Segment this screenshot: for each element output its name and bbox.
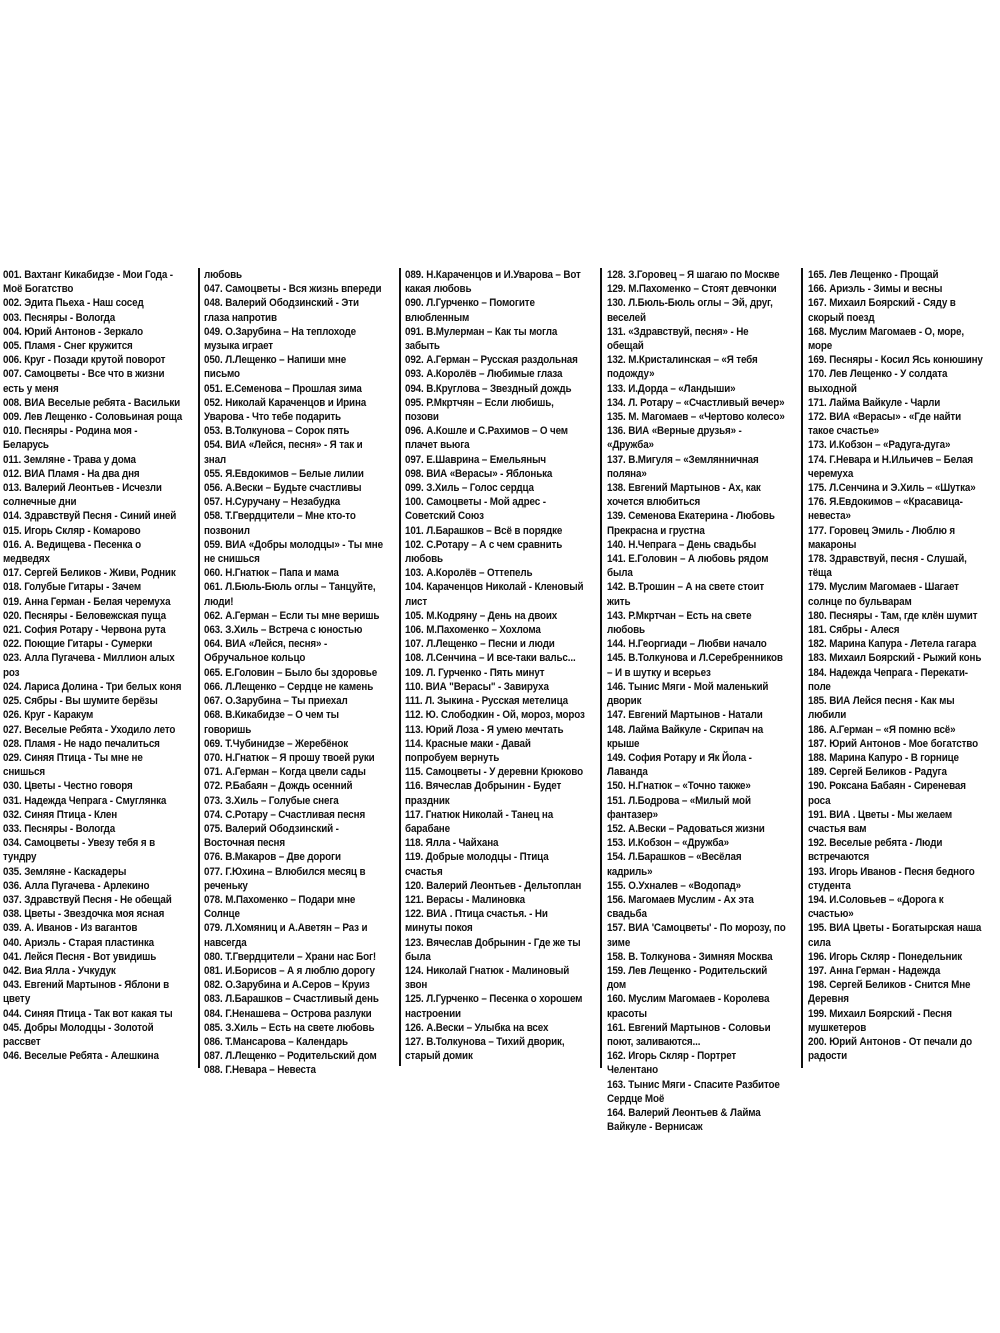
song-list-item: 126. А.Вески – Улыбка на всех [405, 1021, 549, 1034]
song-list-item: 197. Анна Герман - Надежда [808, 964, 941, 977]
song-list-item: 045. Добры Молодцы - Золотой рассвет [3, 1021, 154, 1048]
song-list-item: 043. Евгений Мартынов - Яблони в цвету [3, 979, 170, 1006]
song-list-item: 031. Надежда Чепрага - Смуглянка [3, 794, 167, 807]
song-list-item: 182. Марина Капура - Летела гагара [808, 638, 977, 651]
song-list-item: 146. Тынис Мяги - Мой маленький дворик [607, 680, 769, 708]
song-list-item: 014. Здравствуй Песня - Синий иней [3, 510, 177, 523]
song-list-item: 128. З.Горовец – Я шагаю по Москве [607, 269, 780, 281]
song-list-item: 059. ВИА «Добры молодцы» - Ты мне не снишься [204, 538, 383, 566]
song-list-item: 172. ВИА «Верасы» - «Где найти такое счастье» [808, 411, 962, 438]
song-list-item: 190. Роксана Бабаян - Сиреневая роса [808, 780, 966, 807]
song-list-item: 009. Лев Лещенко - Соловьиная роща [3, 411, 183, 424]
song-list-item: 122. ВИА . Птица счастья. - Ни минуты покоя [405, 908, 548, 935]
song-list-item: 116. Вячеслав Добрынин - Будет праздник [405, 780, 562, 807]
song-list-item: 144. Н.Георгиади – Любви начало [607, 638, 767, 651]
song-list-item: 199. Михаил Боярский - Песня мушкетеров [808, 1007, 952, 1034]
song-column-4 [607, 268, 787, 1134]
song-list-item: 100. Самоцветы - Мой адрес - Советский Союз [405, 496, 546, 523]
song-list-item: 069. Т.Чубинидзе – Жеребёнок [204, 737, 349, 750]
song-list-item: 089. Н.Караченцов и И.Уварова – Вот какая любовь [405, 269, 581, 296]
song-list-item: 005. Пламя - Снег кружится [3, 340, 133, 353]
song-list-item: 082. О.Зарубина и А.Серов – Круиз [204, 979, 370, 992]
column-divider [198, 268, 200, 1068]
song-list-item: 186. А.Герман – «Я помню всё» [808, 723, 956, 736]
song-list-item: 091. В.Мулерман – Как ты могла забыть [405, 325, 558, 353]
song-list-item: 064. ВИА «Лейся, песня» - Обручальное кольцо [204, 638, 328, 665]
song-list-item: 149. София Ротару и Як Йола - Лаванда [607, 751, 752, 779]
song-list-item: 050. Л.Лещенко – Напиши мне письмо [204, 354, 347, 381]
song-list-item: 145. В.Толкунова и Л.Серебренников – И в шутку и всерьез [607, 652, 783, 679]
song-list-item: 018. Голубые Гитары - Зачем [3, 581, 141, 594]
song-list-item: 090. Л.Гурченко – Помогите влюбленным [405, 297, 535, 324]
song-list-item: 152. А.Вески – Радоваться жизни [607, 822, 765, 835]
song-list-item: 030. Цветы - Честно говоря [3, 780, 133, 793]
song-list-item: 075. Валерий Ободзинский - Восточная песня [204, 822, 339, 850]
song-list-item: 074. С.Ротару – Счастливая песня [204, 808, 366, 821]
song-list-item: 147. Евгений Мартынов - Натали [607, 709, 763, 722]
song-list-item: 003. Песняры - Вологда [3, 311, 116, 324]
song-list-item: 047. Самоцветы - Вся жизнь впереди [204, 283, 382, 296]
song-list-item: 025. Сябры - Вы шумите берёзы [3, 695, 158, 708]
song-list-item: 164. Валерий Леонтьев & Лайма Вайкуле - Вернисаж [607, 1106, 761, 1134]
song-list-item: 078. М.Пахоменко – Подари мне Солнце [204, 893, 356, 921]
song-list-item: 162. Игорь Скляр - Портрет Челентано [607, 1050, 737, 1077]
song-list-item: 134. Л. Ротару – «Счастливый вечер» [607, 396, 785, 409]
song-list-item: 113. Юрий Лоза - Я умею мечтать [405, 723, 564, 736]
song-list-item: 104. Караченцов Николай - Кленовый лист [405, 581, 584, 608]
song-list-item: 198. Сергей Беликов - Снится Мне Деревня [808, 979, 971, 1006]
song-list-item: 158. В. Толкунова - Зимняя Москва [607, 950, 773, 963]
song-list-item: 132. М.Кристалинская – «Я тебя подожду» [607, 354, 758, 381]
song-list-item: 177. Горовец Эмиль - Люблю я макароны [808, 524, 955, 551]
song-list-item: 001. Вахтанг Кикабидзе - Мои Года - Моё Богатство [3, 269, 173, 296]
song-list-item: 094. В.Круглова – Звездный дождь [405, 382, 572, 395]
song-list-item: 095. Р.Мкртчян – Если любишь, позови [405, 396, 554, 424]
song-list-item: 141. Е.Головин – А любовь рядом была [607, 553, 769, 580]
song-list-item: 143. Р.Мкртчан – Есть на свете любовь [607, 609, 752, 637]
song-list-item: 054. ВИА «Лейся, песня» - Я так и знал [204, 439, 363, 466]
song-list-item: 083. Л.Барашков – Счастливый день [204, 993, 379, 1006]
song-list-item: 151. Л.Бодрова – «Милый мой фантазер» [607, 794, 751, 821]
song-list-item: 048. Валерий Ободзинский - Эти глаза напротив [204, 297, 359, 324]
song-list-item: 174. Г.Невара и Н.Ильичев – Белая черемуха [808, 453, 974, 480]
song-list-item: 065. Е.Головин – Было бы здоровье [204, 666, 378, 679]
song-list-item: 148. Лайма Вайкуле - Скрипач на крыше [607, 723, 764, 750]
song-list-item: 092. А.Герман – Русская раздольная [405, 354, 578, 367]
song-list-item: 073. З.Хиль – Голубые снега [204, 794, 339, 807]
song-list-item: 020. Песняры - Беловежская пуща [3, 609, 166, 622]
song-list-item: 058. Т.Гвердцители – Мне кто-то позвонил [204, 510, 356, 537]
song-list-item: 038. Цветы - Звездочка моя ясная [3, 908, 165, 921]
song-list-item: 063. З.Хиль – Встреча с юностью [204, 624, 363, 637]
song-list-item: 181. Сябры - Алеся [808, 624, 900, 637]
song-list-item: 180. Песняры - Там, где клён шумит [808, 609, 978, 622]
song-list-item: 049. О.Зарубина – На теплоходе музыка играет [204, 325, 357, 353]
song-list-item: 007. Самоцветы - Все что в жизни есть у меня [3, 368, 165, 395]
song-list-item: 191. ВИА . Цветы - Мы желаем счастья вам [808, 808, 953, 835]
song-list-item: 086. Т.Мансарова – Календарь [204, 1035, 348, 1048]
song-list-item: 088. Г.Невара – Невеста [204, 1064, 316, 1077]
song-list-item: 184. Надежда Чепрага - Перекати-поле [808, 666, 968, 693]
song-list-item: 192. Веселые ребята - Люди встречаются [808, 837, 943, 864]
song-list-item: 044. Синяя Птица - Так вот какая ты [3, 1007, 173, 1020]
song-list-item: 067. О.Зарубина – Ты приехал [204, 695, 348, 708]
song-list-item: 175. Л.Сенчина и Э.Хиль – «Шутка» [808, 482, 976, 495]
song-list-item: 011. Земляне - Трава у дома [3, 453, 136, 466]
song-list-item: 079. Л.Хомяниц и А.Аветян – Раз и навсегда [204, 922, 368, 949]
song-list-item: 084. Г.Ненашева – Острова разлуки [204, 1007, 372, 1020]
song-list-item: 080. Т.Гвердцители – Храни нас Бог! [204, 950, 377, 963]
song-list-item: 157. ВИА 'Самоцветы' - По морозу, по зиме [607, 922, 786, 949]
song-list-item: 085. З.Хиль – Есть на свете любовь [204, 1021, 375, 1034]
song-list-item: 010. Песняры - Родина моя - Беларусь [3, 425, 138, 452]
song-list-item: 012. ВИА Пламя - На два дня [3, 467, 140, 480]
song-list-item: 115. Самоцветы - У деревни Крюково [405, 766, 583, 779]
song-list-item: 051. Е.Семенова – Прошлая зима [204, 382, 362, 395]
song-list-item: 099. З.Хиль – Голос сердца [405, 482, 534, 495]
song-list-item: 106. М.Пахоменко – Хохлома [405, 624, 541, 637]
column-divider [600, 268, 602, 1068]
song-list-item: 002. Эдита Пьеха - Наш сосед [3, 297, 144, 310]
song-column-5 [808, 268, 988, 1063]
song-list-item: 040. Ариэль - Старая пластинка [3, 936, 155, 949]
song-list-item: 019. Анна Герман - Белая черемуха [3, 595, 171, 608]
song-list-item: 056. А.Вески – Будьте счастливы [204, 482, 362, 495]
song-list-item: 159. Лев Лещенко - Родительский дом [607, 964, 768, 992]
song-list-item: 109. Л. Гурченко - Пять минут [405, 666, 545, 679]
song-list-item: 107. Л.Лещенко – Песни и люди [405, 638, 555, 651]
song-list-item: 071. А.Герман – Когда цвели сады [204, 766, 366, 779]
song-list-item: 189. Сергей Беликов - Радуга [808, 766, 947, 779]
song-list-item: 061. Л.Бюль-Бюль оглы – Танцуйте, люди! [204, 581, 376, 608]
song-list-item: 168. Муслим Магомаев - О, море, море [808, 325, 965, 353]
song-list-item: 052. Николай Караченцов и Ирина Уварова - Что тебе подарить [204, 396, 367, 424]
song-list-item: 188. Марина Капуро - В горнице [808, 751, 959, 764]
song-list-item: 105. М.Кодряну – День на двоих [405, 609, 558, 622]
song-list-item: 068. В.Кикабидзе – О чем ты говоришь [204, 709, 339, 736]
song-list-item: 046. Веселые Ребята - Алешкина [3, 1050, 159, 1063]
song-list-item: 016. А. Ведищева - Песенка о медведях [3, 538, 141, 566]
song-list-item: 108. Л.Сенчина – И все-таки вальс... [405, 652, 576, 665]
song-list-item: 060. Н.Гнатюк – Папа и мама [204, 567, 339, 580]
song-list-item: 023. Алла Пугачева - Миллион алых роз [3, 652, 175, 679]
song-list-item: 194. И.Соловьев – «Дорога к счастью» [808, 893, 944, 921]
song-list-item: 153. И.Кобзон – «Дружба» [607, 837, 729, 850]
song-list-item: 179. Муслим Магомаев - Шагает солнце по бульварам [808, 581, 959, 608]
song-list-item: 042. Виа Ялла - Учкудук [3, 964, 116, 977]
song-list-item: 032. Синяя Птица - Клен [3, 808, 118, 821]
song-list-item: 176. Я.Евдокимов – «Красавица-невеста» [808, 496, 963, 523]
song-list-item: 093. А.Королёв – Любимые глаза [405, 368, 563, 381]
song-list-item: 096. А.Кошле и С.Рахимов – О чем плачет вьюга [405, 425, 568, 452]
song-list-item: 118. Ялла - Чайхана [405, 837, 499, 850]
song-list-item: 111. Л. Зыкина - Русская метелица [405, 695, 568, 708]
song-list-item: 200. Юрий Антонов - От печали до радости [808, 1035, 972, 1063]
song-list-item: 008. ВИА Веселые ребята - Васильки [3, 396, 181, 409]
song-list-item: 163. Тынис Мяги - Спасите Разбитое Сердце Моё [607, 1078, 780, 1105]
song-list-item: 125. Л.Гурченко – Песенка о хорошем настроении [405, 993, 583, 1020]
song-list-item: 077. Г.Юхина – Влюбился месяц в реченьку [204, 865, 366, 892]
song-list-item: 124. Николай Гнатюк - Малиновый звон [405, 964, 570, 992]
song-list-item: 039. А. Иванов - Из вагантов [3, 922, 138, 935]
song-list-item: 027. Веселые Ребята - Уходило лето [3, 723, 176, 736]
song-list-item: 160. Муслим Магомаев - Королева красоты [607, 993, 770, 1020]
song-list-sheet [0, 268, 1000, 1134]
song-list-item: 133. И.Дорда – «Ландыши» [607, 382, 736, 395]
song-list-item: 173. И.Кобзон – «Радуга-дуга» [808, 439, 951, 452]
song-list-item: 165. Лев Лещенко - Прощай [808, 269, 939, 281]
song-list-item: 167. Михаил Боярский - Сяду в скорый поезд [808, 297, 956, 324]
song-list-item: 121. Верасы - Малиновка [405, 893, 526, 906]
song-list-item: 154. Л.Барашков – «Весёлая кадриль» [607, 851, 742, 878]
song-list-item: 066. Л.Лещенко – Сердце не камень [204, 680, 374, 693]
song-list-item: 120. Валерий Леонтьев - Дельтоплан [405, 879, 582, 892]
song-list-item: 166. Ариэль - Зимы и весны [808, 283, 943, 296]
song-list-item: 097. Е.Шаврина – Емельяныч [405, 453, 546, 466]
song-list-item: 156. Магомаев Муслим - Ах эта свадьба [607, 893, 754, 921]
song-list-item: 057. Н.Суручану – Незабудка [204, 496, 341, 509]
song-list-item: 129. М.Пахоменко – Стоят девчонки [607, 283, 777, 296]
song-list-item: 119. Добрые молодцы - Птица счастья [405, 851, 549, 878]
song-list-item: 140. Н.Чепрага – День свадьбы [607, 538, 757, 551]
song-list-item: 081. И.Борисов – А я люблю дорогу [204, 964, 375, 977]
song-list-item: 137. В.Мигуля – «Землянничная поляна» [607, 453, 759, 480]
song-list-item: 029. Синяя Птица - Ты мне не снишься [3, 751, 143, 779]
song-list-item: 004. Юрий Антонов - Зеркало [3, 325, 143, 338]
song-list-item: 026. Круг - Каракум [3, 709, 94, 722]
song-list-item: 170. Лев Лещенко - У солдата выходной [808, 368, 948, 395]
song-list-item: 135. М. Магомаев – «Чертово колесо» [607, 411, 785, 424]
song-list-item: 035. Земляне - Каскадеры [3, 865, 127, 878]
song-list-item: 102. С.Ротару – А с чем сравнить любовь [405, 538, 563, 566]
song-list-item: 155. О.Ухналев – «Водопад» [607, 879, 742, 892]
song-list-item: 062. А.Герман – Если ты мне веришь [204, 609, 380, 622]
song-list-item: 053. В.Толкунова – Сорок пять [204, 425, 350, 438]
song-list-item: 037. Здравствуй Песня - Не обещай [3, 893, 172, 906]
song-list-item: 195. ВИА Цветы - Богатырская наша сила [808, 922, 982, 949]
song-list-item: 131. «Здравствуй, песня» - Не обещай [607, 325, 749, 353]
song-list-item: 006. Круг - Позади крутой поворот [3, 354, 166, 367]
column-divider [801, 268, 803, 1068]
song-list-item: 021. София Ротару - Червона рута [3, 624, 166, 637]
song-list-item: 070. Н.Гнатюк – Я прошу твоей руки [204, 751, 375, 764]
song-list-item: 183. Михаил Боярский - Рыжий конь [808, 652, 982, 665]
song-list-item: 130. Л.Бюль-Бюль оглы – Эй, друг, веселей [607, 297, 773, 324]
song-list-item: 123. Вячеслав Добрынин - Где же ты была [405, 936, 581, 963]
song-list-item: 185. ВИА Лейся песня - Как мы любили [808, 695, 955, 722]
song-list-item: 114. Красные маки - Давай попробуем вернуть [405, 737, 531, 764]
song-list-item: 101. Л.Барашков – Всё в порядке [405, 524, 563, 537]
song-column-2 [204, 268, 384, 1078]
song-list-item: 013. Валерий Леонтьев - Исчезли солнечные дни [3, 482, 162, 509]
song-list-item: 022. Поющие Гитары - Сумерки [3, 638, 153, 651]
song-list-item: 017. Сергей Беликов - Живи, Родник [3, 567, 176, 580]
song-list-item: 024. Лариса Долина - Три белых коня [3, 680, 182, 693]
song-list-item: 033. Песняры - Вологда [3, 822, 116, 835]
song-list-item: 169. Песняры - Косил Ясь конюшину [808, 354, 983, 367]
song-list-item: 138. Евгений Мартынов - Ах, как хочется влюбиться [607, 482, 761, 509]
song-list-item: 098. ВИА «Верасы» - Яблонька [405, 467, 553, 480]
song-list-item: 142. В.Трошин – А на свете стоит жить [607, 581, 765, 608]
song-list-item: 139. Семенова Екатерина - Любовь Прекрасна и грустна [607, 510, 775, 537]
song-list-item: 161. Евгений Мартынов - Соловьи поют, заливаются... [607, 1021, 771, 1048]
song-list-item: 041. Лейся Песня - Вот увидишь [3, 950, 157, 963]
song-list-item: 187. Юрий Антонов - Мое богатство [808, 737, 978, 750]
song-list-item: 028. Пламя - Не надо печалиться [3, 737, 160, 750]
song-column-1 [3, 268, 183, 1063]
song-column-3 [405, 268, 585, 1063]
song-list-item: 034. Самоцветы - Увезу тебя я в тундру [3, 837, 155, 864]
song-list-item: 076. В.Макаров – Две дороги [204, 851, 341, 864]
song-list-item: 087. Л.Лещенко – Родительский дом [204, 1050, 377, 1063]
song-list-item: 117. Гнатюк Николай - Танец на барабане [405, 808, 554, 835]
song-list-item: 136. ВИА «Верные друзья» - «Дружба» [607, 425, 742, 452]
song-list-item: 178. Здравствуй, песня - Слушай, тёща [808, 553, 967, 580]
song-list-item: 196. Игорь Скляр - Понедельник [808, 950, 963, 963]
song-list-item: 171. Лайма Вайкуле - Чарли [808, 396, 941, 409]
song-list-item: 110. ВИА "Верасы" - Завируха [405, 680, 549, 693]
song-list-item: любовь [204, 269, 242, 281]
song-list-item: 072. Р.Бабаян – Дождь осенний [204, 780, 353, 793]
song-list-item: 112. Ю. Слободкин - Ой, мороз, мороз [405, 709, 585, 722]
song-list-item: 103. А.Королёв – Оттепель [405, 567, 533, 580]
song-list-item: 055. Я.Евдокимов – Белые лилии [204, 467, 364, 480]
song-list-item: 150. Н.Гнатюк – «Точно также» [607, 780, 751, 793]
song-list-item: 193. Игорь Иванов - Песня бедного студента [808, 865, 975, 892]
song-list-item: 036. Алла Пугачева - Арлекино [3, 879, 150, 892]
song-list-item: 127. В.Толкунова – Тихий дворик, старый домик [405, 1035, 565, 1063]
song-list-item: 015. Игорь Скляр - Комарово [3, 524, 141, 537]
column-divider [399, 268, 401, 1066]
